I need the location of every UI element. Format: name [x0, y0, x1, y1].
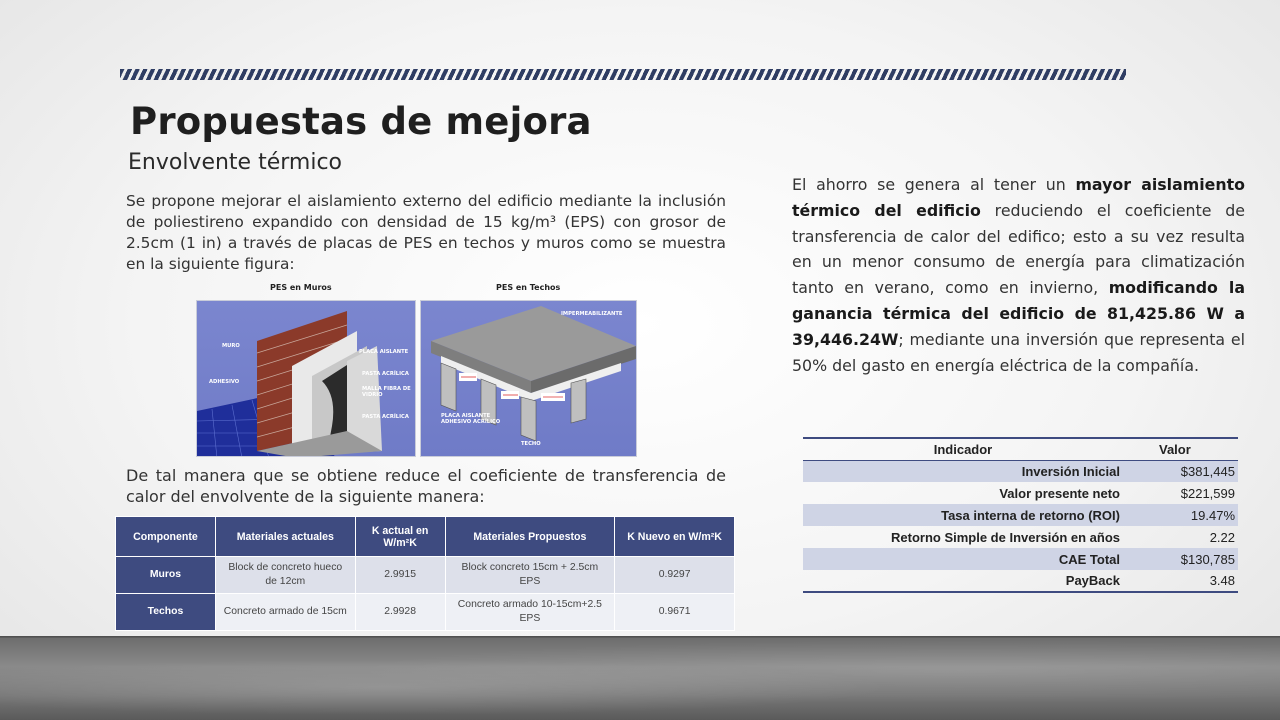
decorative-hatch-bar [120, 69, 1126, 80]
label-pasta-acrilica-2: PASTA ACRÍLICA [362, 414, 409, 420]
col-header-valor: Valor [1123, 438, 1238, 460]
techos-caption: PES en Techos [496, 283, 561, 292]
table-cell: Concreto armado de 15cm [215, 594, 355, 631]
indicator-label: Inversión Inicial [803, 460, 1123, 482]
label-pasta-acrilica-1: PASTA ACRÍLICA [362, 371, 409, 377]
indicator-value: $130,785 [1123, 548, 1238, 570]
label-impermeabilizante: IMPERMEABILIZANTE [561, 311, 623, 317]
table-row [803, 548, 1238, 570]
table-row [803, 482, 1238, 504]
table-header-row [803, 438, 1238, 460]
table-cell: 2.9915 [355, 557, 445, 594]
concrete-floor [0, 638, 1280, 720]
table-cell: 2.9928 [355, 594, 445, 631]
indicator-label: Tasa interna de retorno (ROI) [803, 504, 1123, 526]
table-cell: Concreto armado 10-15cm+2.5 EPS [445, 594, 615, 631]
savings-paragraph [792, 172, 1245, 378]
indicator-label: CAE Total [803, 548, 1123, 570]
col-header-k-nuevo: K Nuevo en W/m²K [615, 517, 735, 557]
indicators-table [803, 437, 1238, 593]
row-label: Techos [116, 594, 216, 631]
indicator-value: $221,599 [1180, 485, 1235, 501]
table-cell: 0.9297 [615, 557, 735, 594]
savings-bold-1: mayor aislamiento térmico del edificio [792, 175, 1245, 220]
indicator-label: Retorno Simple de Inversión en años [891, 529, 1120, 545]
label-muro: MURO [222, 343, 240, 349]
indicator-value: 3.48 [1123, 570, 1238, 592]
table-row [803, 460, 1238, 482]
table-cell: Block concreto 15cm + 2.5cm EPS [445, 557, 615, 594]
indicator-label: PayBack [803, 570, 1123, 592]
result-paragraph: De tal manera que se obtiene reduce el coeficiente de transferencia de calor del envolvente de la siguiente manera: [126, 466, 726, 506]
label-placa-adhesivo: PLACA AISLANTE ADHESIVO ACRÍLICO [441, 413, 501, 425]
label-techo: TECHO [521, 441, 541, 447]
col-header-materiales-actuales: Materiales actuales [215, 517, 355, 557]
indicator-value: $381,445 [1123, 460, 1238, 482]
col-header-indicador: Indicador [803, 438, 1123, 460]
slide-title: Propuestas de mejora [130, 100, 592, 143]
table-cell: 0.9671 [615, 594, 735, 631]
row-label: Muros [116, 557, 216, 594]
muros-diagram [196, 300, 416, 457]
savings-bold-2: modificando la ganancia térmica del edificio de 81,425.86 W a 39,446.24W [792, 278, 1246, 349]
table-row [116, 557, 735, 594]
savings-text-3: ; mediante una inversión que representa el 50% del gasto en energía eléctrica de la compañía. [792, 329, 1245, 375]
label-adhesivo: ADHESIVO [209, 379, 240, 385]
muros-caption: PES en Muros [270, 283, 332, 292]
techos-diagram [420, 300, 637, 457]
indicator-value: 19.47% [1123, 504, 1238, 526]
table-row [803, 526, 1238, 548]
table-header-row [116, 517, 735, 557]
insulation-figure [196, 283, 637, 458]
slide-subtitle: Envolvente térmico [128, 150, 343, 175]
label-placa-aislante: PLACA AISLANTE [359, 349, 409, 355]
savings-text-1: El ahorro se genera al tener un [792, 175, 1076, 194]
indicator-value: 2.22 [1209, 529, 1235, 545]
col-header-componente: Componente [116, 517, 216, 557]
table-row [116, 594, 735, 631]
techos-illustration [421, 301, 637, 457]
intro-paragraph: Se propone mejorar el aislamiento externo del edificio mediante la inclusión de poliestireno expandido con densidad de 15 kg/m³ (EPS) con grosor de 2.5cm (1 in) a través de placas de PES en techos y muros como se muestra en la siguiente figura: [126, 192, 726, 273]
table-row [803, 504, 1238, 526]
components-table [115, 516, 735, 631]
col-header-materiales-propuestos: Materiales Propuestos [445, 517, 615, 557]
savings-text-2: reduciendo el coeficiente de transferencia de calor del edifico; esto a su vez resulta en un menor consumo de energía para climatización tanto en verano, como en invierno, [792, 200, 1246, 298]
table-cell: Block de concreto hueco de 12cm [215, 557, 355, 594]
table-row [803, 570, 1238, 592]
indicator-label: Valor presente neto [999, 485, 1120, 501]
label-malla-fibra: MALLA FIBRA DE VIDRIO [362, 386, 411, 398]
col-header-k-actual: K actual en W/m²K [355, 517, 445, 557]
